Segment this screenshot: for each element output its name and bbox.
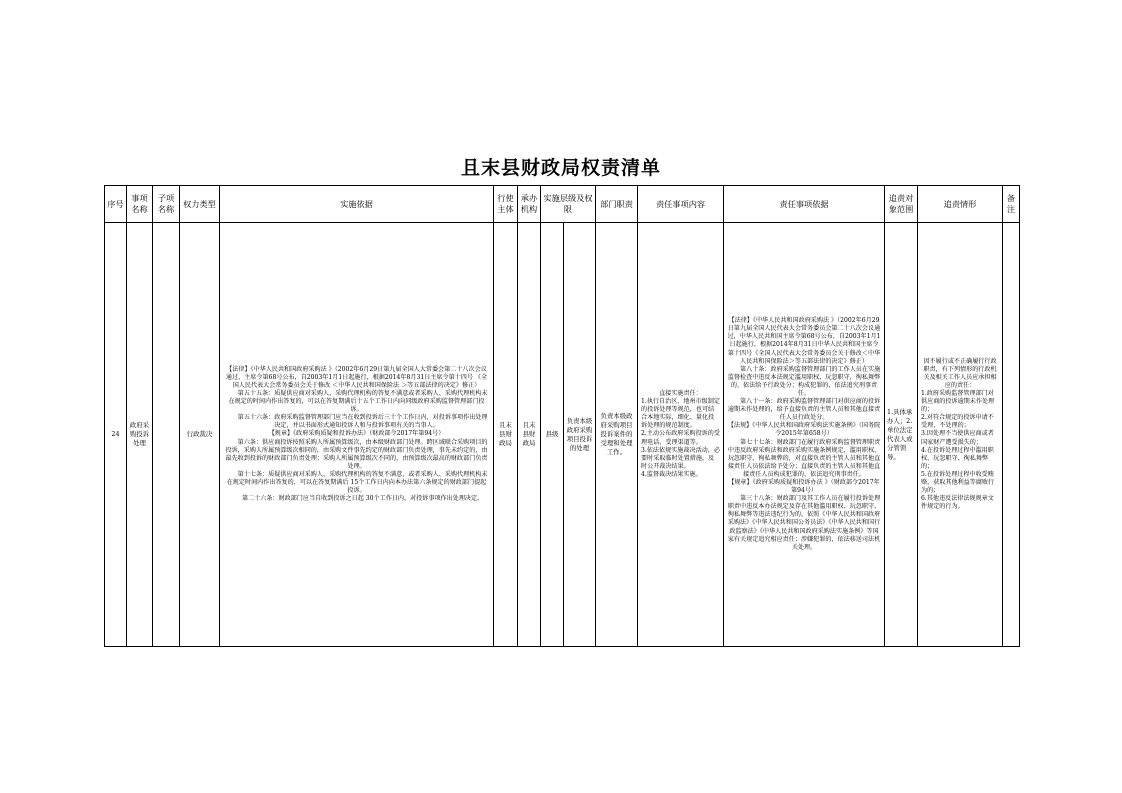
resp-content-line: 3.依法依规实施裁决活动，必要时采取临时处置措施，及时公开裁决结果。 <box>641 446 720 470</box>
cell-subject: 且末县财政局 <box>494 223 518 647</box>
cell-item-name: 政府采购投诉处理 <box>127 223 153 647</box>
resp-basis-paragraph: 第七十七条：财政部门在履行政府采购监督管理职责中违反政府采购法和政府采购实施条例规定，滥用职权、玩忽职守、徇私舞弊的，对直接负责的主管人员和其他直接责任人员依法给予处分；直接负责的主管人员和其他直接责任人员构成犯罪的，依法追究刑事责任。 <box>727 438 881 478</box>
resp-content-line: 直接实施责任： <box>659 389 702 397</box>
cell-accountability-cases <box>918 223 1003 647</box>
header-accountability-cases: 追责情形 <box>918 186 1003 223</box>
resp-basis-paragraph: 第八十条：政府采购监督管理部门的工作人员在实施监督检查中违反本法规定滥用职权，玩忽职守，徇私舞弊的，依法给予行政处分；构成犯罪的，依法追究刑事责任。 <box>727 365 881 397</box>
cell-resp-content <box>638 223 724 647</box>
resp-basis-paragraph: 【法律】《中华人民共和国政府采购法 》（2002年6月29日第九届全国人民代表大会常务委员会第二十八次会议通过，中华人民共和国主席令第68号公布，自2003年1月1日起施行，根据2014年8月31日中华人民共和国主席令第十四号《全国人民代表大会常务委员会关于修改＜中华人民共和国保险法＞等五部法律的决定》修正） <box>727 317 881 365</box>
cell-basis <box>220 223 494 647</box>
basis-paragraph: 【规章】《政府采购质疑和投诉办法》（财政部令2017年第94号） <box>268 430 445 438</box>
basis-paragraph: 第二十六条：财政部门应当自收到投诉之日起 30个工作日内，对投诉事项作出处理决定。 <box>241 495 484 503</box>
header-sub-item-name: 子项名称 <box>153 186 180 223</box>
cell-authority: 负责本级政府采购项目投诉的处理 <box>564 223 596 647</box>
table-row <box>105 223 1020 647</box>
header-level: 实施层级及权限 <box>541 186 596 223</box>
accountability-case: 2.对符合规定的投诉申请不受理、不处理的； <box>921 414 994 430</box>
header-basis: 实施依据 <box>220 186 494 223</box>
page-title: 且末县财政局权责清单 <box>460 157 661 179</box>
table-header-row <box>105 186 1020 223</box>
cell-no: 24 <box>105 223 127 647</box>
header-no: 序号 <box>105 186 127 223</box>
accountability-case: 因不履行或不正确履行行政职责，有下列情形的行政机关及相关工作人员应承担相应的责任： <box>923 357 997 389</box>
header-accountability-scope: 追责对象范围 <box>885 186 918 223</box>
basis-paragraph: 第十七条：质疑供应商对采购人、采购代理机构的答复不满意，或者采购人、采购代理机构未在规定时间内作出答复的，可以在答复期满后 15个工作日内向本办法第六条规定的财政部门提起投诉。 <box>226 470 488 495</box>
cell-power-type: 行政裁决 <box>180 223 220 647</box>
cell-dept-duty: 负责本级政府采购项目投诉案件的受理和处理工作。 <box>596 223 638 647</box>
resp-basis-paragraph: 【法规】《中华人民共和国政府采购法实施条例》（国务院令2015年第658号） <box>727 422 881 438</box>
accountability-case: 5.在投诉处理过程中收受贿赂、获取其他利益等腐败行为的； <box>921 470 995 495</box>
accountability-case: 3.因处理不当使供应商或者国家财产遭受损失的； <box>921 430 994 446</box>
cell-accountability-scope: 1.具体承办人；2.单位法定代表人或分管领导。 <box>885 223 918 647</box>
resp-basis-paragraph: 第三十八条：财政部门及其工作人员在履行投诉处理职责中违反本办法规定及存在其他滥用职权、玩忽职守、徇私舞弊等违法违纪行为的，依照《中华人民共和国政府采购法》《中华人民共和国公务员法》《中华人民共和国行政监察法》《中华人民共和国政府采购法实施条例》等国家有关规定追究相应责任；涉嫌犯罪的，依法移送司法机关处理。 <box>727 495 881 551</box>
header-remarks: 备注 <box>1003 186 1020 223</box>
resp-basis-paragraph: 【规章】《政府采购质疑和投诉办法 》（财政部令2017年第94号） <box>728 479 880 495</box>
header-item-name: 事项名称 <box>127 186 153 223</box>
cell-agency: 且末县财政局 <box>518 223 541 647</box>
accountability-case: 1.政府采购监督管理部门对供应商的投诉逾期未作处理的； <box>921 389 995 414</box>
header-dept-duty: 部门职责 <box>596 186 638 223</box>
accountability-case: 4.在投诉处理过程中滥用职权、玩忽职守、徇私舞弊的； <box>921 446 994 470</box>
basis-paragraph: 第五十六条：政府采购监督管理部门应当在收到投诉后三十个工作日内，对投诉事项作出处理决定，并以书面形式通知投诉人和与投诉事项有关的当事人。 <box>237 414 488 430</box>
resp-content-line: 4.监督裁决结果实施。 <box>641 470 702 478</box>
resp-content-line: 1.执行自治区、地州市级制定的投诉处理等规范，也可结合本地实际，细化、量化投诉处理的规范制度。 <box>641 398 720 430</box>
cell-sub-item-name <box>153 223 180 647</box>
cell-resp-basis <box>724 223 885 647</box>
header-agency: 承办机构 <box>518 186 541 223</box>
header-resp-basis: 责任事项依据 <box>724 186 885 223</box>
header-resp-content: 责任事项内容 <box>638 186 724 223</box>
basis-paragraph: 第五十五条：质疑供应商对采购人、采购代理机构的答复不满意或者采购人、采购代理机构未在规定的时间内作出答复的，可以在答复期满后十五个工作日内向同级政府采购监督管理部门投诉。 <box>228 389 488 414</box>
power-responsibility-table <box>104 185 1020 647</box>
cell-level: 县级 <box>541 223 564 647</box>
header-subject: 行使主体 <box>494 186 518 223</box>
resp-content-line: 2.主动公布政府采购投诉的受理电话、受理渠道等。 <box>641 430 720 446</box>
basis-paragraph: 【法律】《中华人民共和国政府采购法 》（2002年6月29日第九届全国人大常委会第二十八次会议通过，主席令第68号公布，自2003年1月1日起施行，根据2014年8月31日主席令第十四号 《全国人民代表大会常务委员会关于修改 ＜中华人民共和国保险法 ＞等五部法律的决定》修正） <box>225 365 488 389</box>
cell-remarks <box>1003 223 1020 647</box>
resp-basis-paragraph: 第八十一条：政府采购监督管理部门对供应商的投诉逾期未作处理的，给予直接负责的主管人员和其他直接责任人员行政处分。 <box>727 398 881 422</box>
accountability-case: 6.其他违反法律法规规章文件规定的行为。 <box>921 495 994 511</box>
header-power-type: 权力类型 <box>180 186 220 223</box>
basis-paragraph: 第六条：供应商投诉按照采购人所属预算级次，由本级财政部门处理。跨区域联合采购项目的投诉，采购人所属预算级次相同的，由采购文件事先约定的财政部门负责处理，事先未约定的，由最先收到投诉的财政部门负责处理；采购人所属预算级次不同的，由预算级次最高的财政部门负责处理。 <box>225 438 488 470</box>
